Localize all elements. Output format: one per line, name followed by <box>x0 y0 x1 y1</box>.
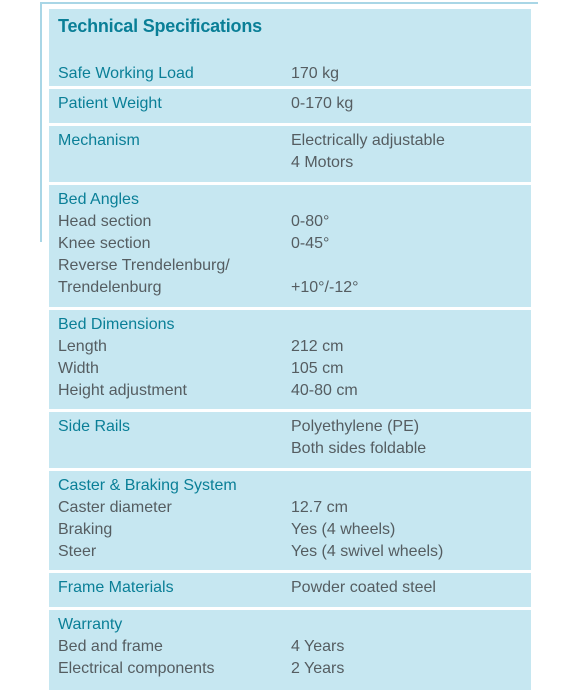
frame-line-left <box>40 2 42 242</box>
spec-value: 40-80 cm <box>291 382 358 399</box>
spec-item <box>58 211 522 233</box>
spec-value: 105 cm <box>291 360 344 377</box>
spec-label: Knee section <box>58 235 151 252</box>
spec-row-bed-dimensions <box>49 310 531 409</box>
spec-label: Mechanism <box>58 132 140 149</box>
spec-value: +10°/-12° <box>291 279 359 296</box>
spec-value: Yes (4 wheels) <box>291 521 396 538</box>
frame-line-top <box>40 2 538 4</box>
spec-value <box>291 130 522 182</box>
spec-label: Electrical components <box>58 660 215 677</box>
page-title: Technical Specifications <box>58 16 262 36</box>
spec-row-warranty <box>49 610 531 690</box>
spec-sheet <box>49 9 531 700</box>
spec-item <box>58 658 522 680</box>
spec-item <box>58 519 522 541</box>
spec-value: 212 cm <box>291 338 344 355</box>
spec-item <box>58 541 522 563</box>
spec-label: Patient Weight <box>58 95 162 112</box>
spec-row-patient-weight <box>49 89 531 123</box>
spec-label: Reverse Trendelenburg/ <box>58 257 230 274</box>
spec-label: Steer <box>58 543 97 560</box>
spec-label: Safe Working Load <box>58 65 194 82</box>
spec-value-line: Both sides foldable <box>291 440 427 457</box>
spec-value: 0-170 kg <box>291 95 354 112</box>
spec-label: Caster diameter <box>58 499 172 516</box>
spec-value: 12.7 cm <box>291 499 348 516</box>
spec-label: Trendelenburg <box>58 279 162 296</box>
spec-value: Yes (4 swivel wheels) <box>291 543 444 560</box>
spec-value: 170 kg <box>291 65 340 82</box>
spec-item <box>58 255 522 277</box>
spec-label: Braking <box>58 521 113 538</box>
spec-section-heading: Warranty <box>58 616 123 633</box>
spec-row-mechanism <box>49 126 531 182</box>
spec-item <box>58 380 522 402</box>
spec-item <box>58 497 522 519</box>
spec-value: 0-80° <box>291 213 330 230</box>
spec-item <box>58 336 522 358</box>
spec-label: Frame Materials <box>58 579 174 596</box>
spec-value: Powder coated steel <box>291 579 436 596</box>
spec-section-heading: Bed Angles <box>58 191 139 208</box>
spec-item <box>58 277 522 299</box>
spec-row-frame-materials <box>49 573 531 607</box>
spec-value: 0-45° <box>291 235 330 252</box>
spec-label: Side Rails <box>58 418 131 435</box>
spec-value: 2 Years <box>291 660 345 677</box>
spec-row-safe-working-load <box>58 63 531 85</box>
spec-section-heading: Bed Dimensions <box>58 316 175 333</box>
spec-item <box>58 233 522 255</box>
spec-label: Width <box>58 360 99 377</box>
spec-item <box>58 358 522 380</box>
spec-row-bed-angles <box>49 185 531 307</box>
spec-row-side-rails <box>49 412 531 468</box>
spec-value-line: 4 Motors <box>291 154 354 171</box>
spec-row-caster-braking <box>49 471 531 570</box>
title-block <box>49 9 531 86</box>
spec-value: 4 Years <box>291 638 345 655</box>
spec-item <box>58 636 522 658</box>
spec-label: Length <box>58 338 107 355</box>
spec-label: Bed and frame <box>58 638 163 655</box>
spec-value <box>291 416 522 468</box>
spec-label: Height adjustment <box>58 382 187 399</box>
spec-section-heading: Caster & Braking System <box>58 477 237 494</box>
spec-value-line: Polyethylene (PE) <box>291 418 420 435</box>
spec-value <box>291 255 522 277</box>
spec-label: Head section <box>58 213 152 230</box>
spec-value-line: Electrically adjustable <box>291 132 445 149</box>
